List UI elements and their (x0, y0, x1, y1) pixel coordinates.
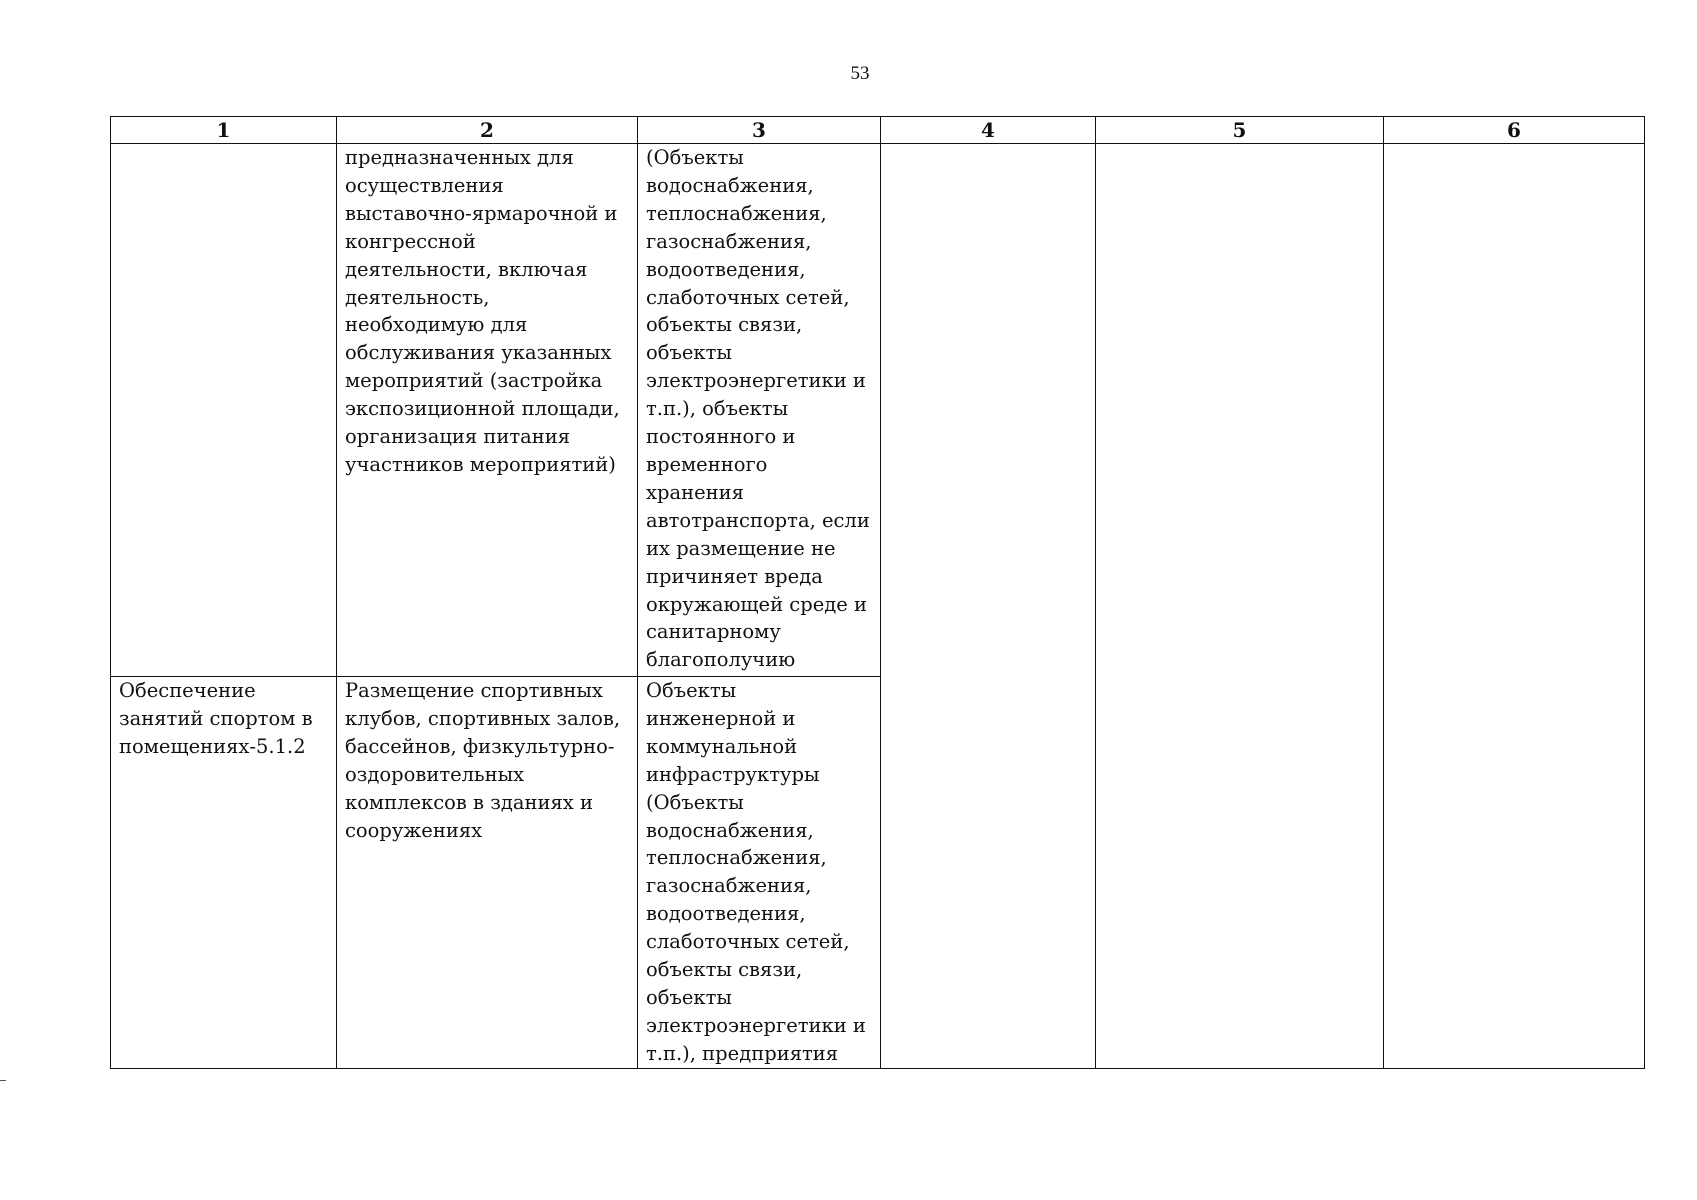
table-row (111, 144, 1645, 677)
table-cell (337, 677, 638, 1069)
table-cell (881, 144, 1096, 1069)
cell-text: (Объекты водоснабжения, теплоснабжения, газоснабжения, водоотведения, слаботочных сетей, объекты связи, объекты электроэнергетики и т.п.), объекты постоянного и временного хранения автотранспорта, если их размещение не причиняет вреда окружающей среде и санитарному благополучию (646, 146, 870, 672)
land-use-table (110, 116, 1645, 1069)
cell-text: Объекты инженерной и коммунальной инфраструктуры (Объекты водоснабжения, теплоснабжения, газоснабжения, водоотведения, слаботочных сетей, объекты связи, объекты электроэнергетики и т.п.), предприятия (646, 679, 866, 1065)
table-header-row (111, 117, 1645, 144)
column-header-3: 3 (638, 117, 881, 144)
column-header-4: 4 (881, 117, 1096, 144)
cell-text: Размещение спортивных клубов, спортивных залов, бассейнов, физкультурно- оздоровительных комплексов в зданиях и сооружениях (345, 679, 621, 842)
column-header-2: 2 (337, 117, 638, 144)
table-cell (1384, 144, 1645, 1069)
column-header-6: 6 (1384, 117, 1645, 144)
cell-text: Обеспечение занятий спортом в помещениях-5.1.2 (119, 679, 313, 758)
table-cell (111, 677, 337, 1069)
table-cell (1096, 144, 1384, 1069)
column-header-5: 5 (1096, 117, 1384, 144)
page-number: 53 (850, 63, 870, 84)
column-header-1: 1 (111, 117, 337, 144)
table-cell (638, 144, 881, 677)
scan-edge-mark (0, 1080, 6, 1081)
table-cell (638, 677, 881, 1069)
cell-text: предназначенных для осуществления выставочно-ярмарочной и конгрессной деятельности, включая деятельность, необходимую для обслуживания указанных мероприятий (застройка экспозиционной площади, организация питания участников мероприятий) (345, 146, 620, 476)
table-cell (337, 144, 638, 677)
table-cell (111, 144, 337, 677)
